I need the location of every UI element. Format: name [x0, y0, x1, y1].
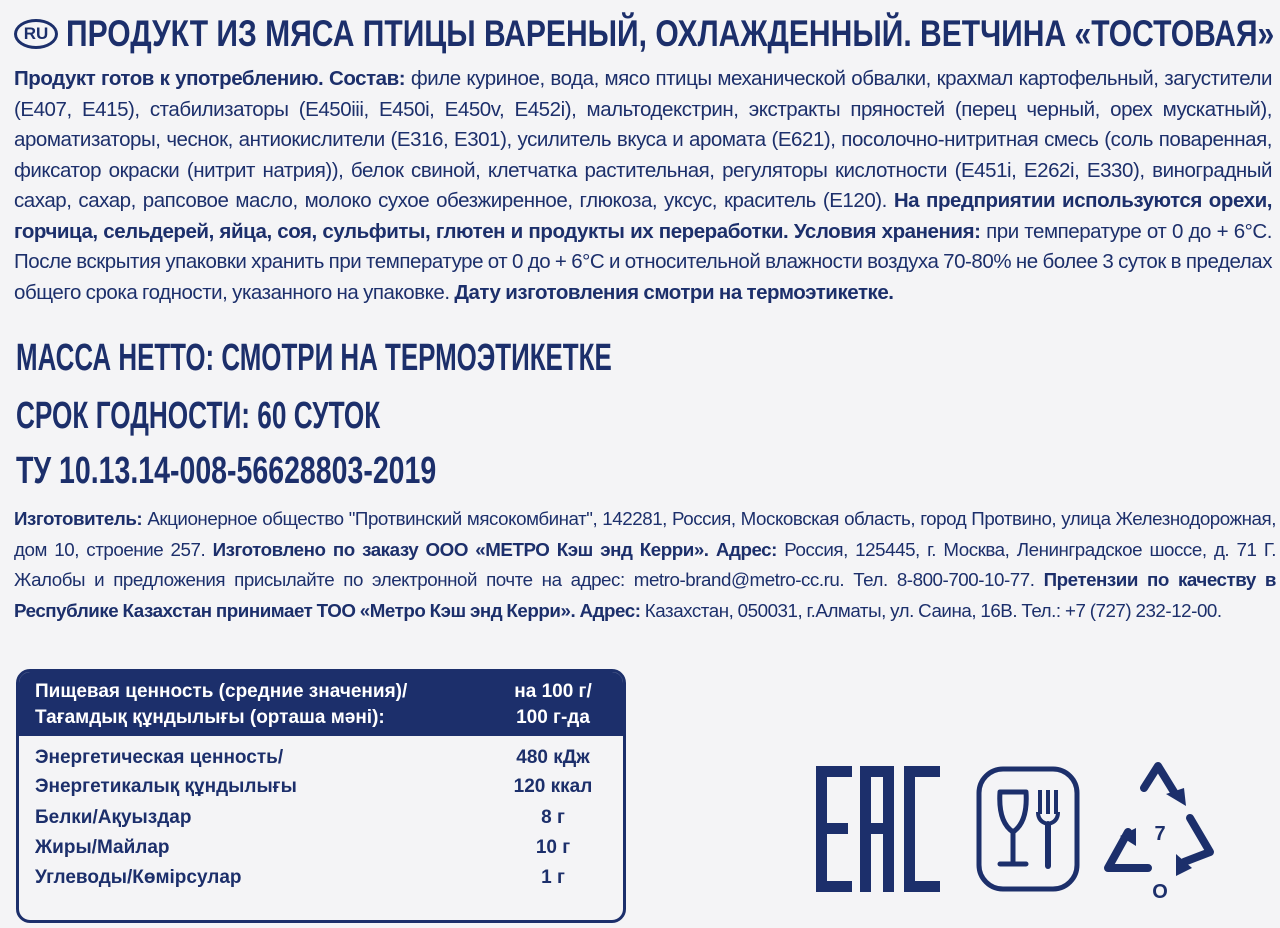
nutrient-label: Белки/Ақуыздар — [35, 807, 192, 828]
ingredients-text: филе куриное, вода, мясо птицы механической обвалки, крахмал картофельный, загустители (Е407, Е415), стабилизаторы (Е450iii, Е450i, Е450v, Е452i), мальтодекстрин, экстракты пряностей (перец черный, орех мускатный), ароматизаторы, чеснок, антиокислители (Е316, Е301), усилитель вкуса и аромата (Е621), посолочно-нитритная смесь (соль поваренная, фиксатор окраски (нитрит натрия)), белок свиной, клетчатка растительная, регуляторы кислотности (Е451i, Е262i, Е330), виноградный сахар, сахар, рапсовое масло, молоко сухое обезжиренное, глюкоза, уксус, краситель (Е120). — [14, 67, 1272, 212]
manufacturer-paragraph — [14, 504, 1276, 626]
composition-paragraph — [14, 64, 1272, 308]
ru-badge-text: RU — [23, 24, 49, 43]
nutrition-row — [35, 773, 609, 801]
nutrient-label: Жиры/Майлар — [35, 837, 170, 858]
nutrient-label: Углеводы/Көмірсулар — [35, 867, 242, 888]
title-row — [14, 12, 1274, 58]
nutrient-label: Энергетикалық құндылығы — [35, 776, 297, 797]
shelf-life-line: СРОК ГОДНОСТИ: 60 СУТОК — [16, 395, 381, 437]
glass-fork-icon — [976, 766, 1080, 892]
nutrient-value: 10 г — [535, 837, 571, 858]
order-text: Россия, 125445, г. Москва, Ленинградское шоссе, д. 71 Г. Жалобы и предложения присылайте по электронной почте на адрес: metro-brand@metro-cc.ru. Тел. 8-800-700-10-77. — [14, 538, 1276, 590]
nutrient-value: 480 кДж — [516, 747, 590, 768]
order-label: Изготовлено по заказу ООО «МЕТРО Кэш энд Керри». Адрес: — [212, 538, 777, 560]
ready-label: Продукт готов к употреблению. Состав: — [14, 67, 406, 90]
product-title: ПРОДУКТ ИЗ МЯСА ПТИЦЫ ВАРЕНЫЙ, ОХЛАЖДЕННЫЙ. ВЕТЧИНА «ТОСТОВАЯ» — [66, 13, 1275, 54]
nutrition-row — [35, 834, 609, 862]
manufacturer-text: Акционерное общество "Протвинский мясокомбинат", 142281, Россия, Московская область, город Протвино, улица Железнодорожная, дом 10, строение 257. — [14, 508, 1276, 560]
nutrition-row — [35, 864, 609, 892]
eac-conformity-mark — [816, 766, 948, 892]
nutrition-row — [35, 804, 609, 832]
storage-label: Условия хранения: — [788, 219, 981, 243]
nutrition-table-header — [19, 672, 623, 736]
per-100g-ru: на 100 г/ — [514, 681, 592, 702]
nutrient-value: 8 г — [541, 807, 565, 828]
date-note: Дату изготовления смотри на термоэтикетке. — [454, 280, 894, 304]
nutrition-header-kz: Тағамдық құндылығы (орташа мәні): — [35, 707, 385, 728]
allergens-text: На предприятии используются орехи, горчица, сельдерей, яйца, соя, сульфиты, глютен и продукты их переработки. — [14, 189, 1272, 243]
nutrient-label: Энергетическая ценность/ — [35, 747, 284, 768]
kz-claims-text: Казахстан, 050031, г.Алматы, ул. Саина, 16В. Тел.: +7 (727) 232-12-00. — [640, 599, 1222, 621]
nutrition-header-ru: Пищевая ценность (средние значения)/ — [35, 681, 408, 702]
recycle-number: 7 — [1154, 823, 1166, 845]
nutrition-header-row-ru — [35, 678, 609, 706]
nutrition-row — [35, 744, 609, 772]
kz-claims-label: Претензии по качеству в Республике Казахстан принимает ТОО «Метро Кэш энд Керри». Адрес: — [14, 569, 1276, 621]
recycle-code: O — [1152, 881, 1168, 902]
nutrition-table — [16, 669, 626, 923]
manufacturer-label: Изготовитель: — [14, 508, 143, 529]
nutrition-header-row-kz — [35, 704, 609, 732]
storage-text: при температуре от 0 до + 6°С. После вскрытия упаковки хранить при температуре от 0 до + 6°С и относительной влажности воздуха 70-80% не более 3 суток в пределах общего срока годности, указанного на упаковке. — [14, 219, 1272, 304]
ru-language-badge — [14, 19, 58, 49]
tu-standard-line: ТУ 10.13.14-008-56628803-2019 — [16, 450, 437, 492]
net-mass-line: МАССА НЕТТО: СМОТРИ НА ТЕРМОЭТИКЕТКЕ — [16, 337, 612, 379]
nutrient-value: 120 ккал — [513, 776, 593, 797]
recycle-icon — [1092, 752, 1228, 902]
nutrient-value: 1 г — [541, 867, 565, 888]
per-100g-kz: 100 г-да — [516, 707, 590, 728]
